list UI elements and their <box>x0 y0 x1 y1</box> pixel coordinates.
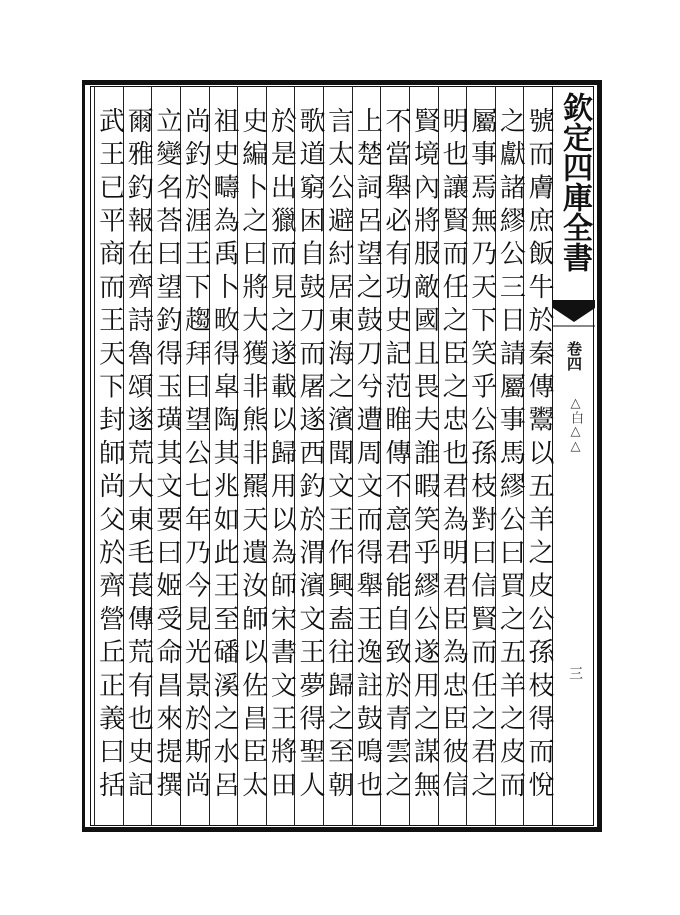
text-column <box>380 86 409 826</box>
section-label: △白△△ <box>568 396 583 454</box>
text-columns <box>94 86 552 826</box>
text-column <box>266 86 295 826</box>
text-column <box>323 86 352 826</box>
column-text: 於是出獵而見之遂載以歸用以為師宋書文王將田 <box>266 106 297 805</box>
text-column <box>466 86 495 826</box>
text-column <box>523 86 552 826</box>
fishtail-mark-icon <box>553 296 595 330</box>
page-number: 三 <box>567 666 583 680</box>
column-text: 屬事焉無乃天下笑乎公孫枝對曰信賢而任之君之 <box>466 106 497 805</box>
text-column <box>123 86 152 826</box>
column-text: 武王已平商而王天下封師尚父於齊營丘正義曰括 <box>94 106 125 805</box>
book-title: 欽定四庫全書 <box>557 92 592 272</box>
column-text: 歌道窮困自鼓刀而屠遂西釣於渭濱文王夢得聖人 <box>295 106 325 805</box>
column-text: 尚釣於涯王下趨拜曰望公七年乃今見光景於斯尚 <box>180 106 211 805</box>
page-margin-strip <box>552 86 594 826</box>
text-column <box>352 86 381 826</box>
book-page <box>82 80 602 832</box>
text-column <box>495 86 524 826</box>
column-text: 立變名荅曰望釣得玉璜其文要曰姬受命昌來提撰 <box>151 106 182 805</box>
column-text: 祖史疇為禹卜畋得皐陶其兆如此王至磻溪之水呂 <box>209 106 240 805</box>
column-text: 上楚詞呂望之鼓刀兮遭周文而得舉王逸註鼓鳴也 <box>352 106 383 805</box>
text-column <box>438 86 467 826</box>
text-column <box>94 86 123 826</box>
column-text: 史編卜之曰將大獲非熊非羆天遺汝師以佐昌臣太 <box>237 106 268 805</box>
column-text: 號而膚庶飯牛於秦傳鬻以五羊之皮公孫枝得而悅 <box>524 106 554 805</box>
juan-label: 卷四 <box>565 341 583 371</box>
text-column <box>151 86 180 826</box>
text-column <box>409 86 438 826</box>
column-text: 明也讓賢而任之臣之忠也君為明君臣為忠臣彼信 <box>438 106 469 805</box>
text-column <box>209 86 238 826</box>
text-column <box>294 86 323 826</box>
column-text: 賢境內將服敵國且畏夫誰暇笑乎繆公遂用之謀無 <box>409 106 440 805</box>
text-column <box>237 86 266 826</box>
column-text: 之獻諸繆公三日請屬事馬繆公曰買之五羊之皮而 <box>495 106 526 805</box>
column-text: 言太公避紂居東海之濱聞文王作興盍往歸之至朝 <box>323 106 354 805</box>
column-text: 爾雅釣報在齊詩魯頌遂荒大東毛萇傳荒有也史記 <box>123 106 154 805</box>
text-column <box>180 86 209 826</box>
column-text: 不當舉必有功史記范睢傳不意君能自致於青雲之 <box>380 106 411 805</box>
